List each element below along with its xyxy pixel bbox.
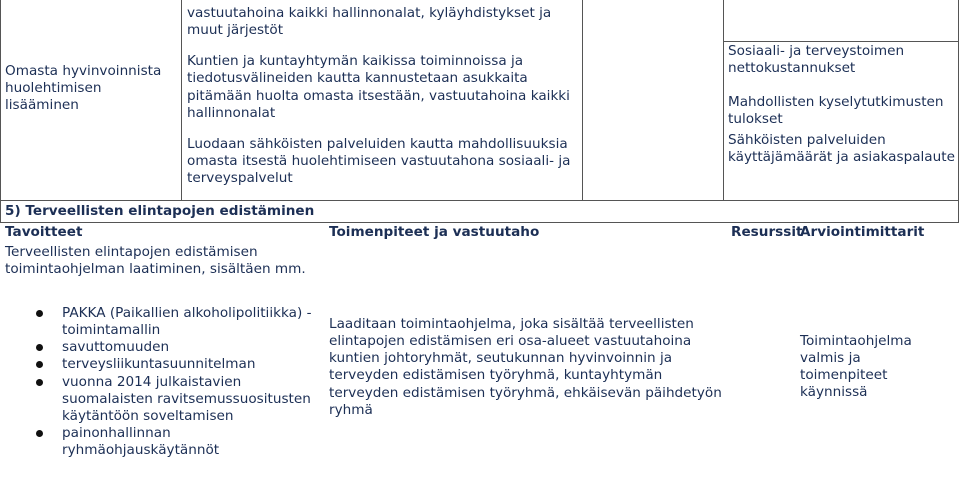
indicators-text: Toimintaohjelma valmis ja toimenpiteet käynnissä [800, 333, 912, 401]
header-indicators: Arviointimittarit [800, 224, 925, 240]
goal-bullet-list [62, 305, 324, 459]
indicator-text-1: Sosiaali- ja terveystoimen nettokustannukset [728, 43, 905, 77]
bullet-icon [36, 430, 43, 437]
table-border [181, 0, 182, 201]
bullet-icon [36, 361, 43, 368]
bullet-icon [36, 344, 43, 351]
goal-intro: Terveellisten elintapojen edistämisen toimintaohjelman laatiminen, sisältäen mm. [5, 244, 306, 278]
goal-text: Omasta hyvinvoinnista huolehtimisen lisääminen [5, 63, 162, 114]
indicator-text-3: Sähköisten palveluiden käyttäjämäärät ja asiakaspalaute [728, 131, 955, 165]
goal-cell [5, 63, 177, 114]
indicator-text-2: Mahdollisten kyselytutkimusten tulokset [728, 94, 944, 128]
table-border [723, 41, 959, 42]
list-item: savuttomuuden [62, 339, 324, 356]
table-border [0, 200, 1, 223]
indicators-cell [728, 43, 956, 166]
table-border [0, 222, 959, 223]
header-resources: Resurssit [731, 224, 803, 240]
table-border [0, 200, 959, 201]
bullet-icon [36, 310, 43, 317]
actions-text: Laaditaan toimintaohjelma, joka sisältää terveellisten elintapojen edistämisen eri osa-alueet vastuutahoina kuntien johtoryhmät, seutukunnan hyvinvoinnin ja terveyden edistämisen työryhmä, kuntayhtymän terveyden edistämisen työryhmä, ehkäisevän päihdetyön ryhmä [329, 316, 722, 418]
table-border [582, 0, 583, 201]
action-text-2: Kuntien ja kuntayhtymän kaikissa toiminnoissa ja tiedotusvälineiden kautta kannustetaan asukkaita pitämään huolta omasta itsestään, vastuutahoina kaikki hallinnonalat [187, 53, 570, 121]
table-border [958, 0, 959, 201]
table-border [723, 0, 724, 201]
list-item: painonhallinnan ryhmäohjauskäytännöt [62, 425, 324, 459]
header-goals: Tavoitteet [5, 224, 83, 240]
header-actions: Toimenpiteet ja vastuutaho [329, 224, 540, 240]
table-border [958, 200, 959, 223]
table-border [0, 0, 1, 201]
list-item: vuonna 2014 julkaistavien suomalaisten ravitsemussuositusten käytäntöön soveltamisen [62, 374, 324, 425]
action-text-1: vastuutahoina kaikki hallinnonalat, kyläyhdistykset ja muut järjestöt [187, 5, 552, 39]
list-item: terveysliikuntasuunnitelman [62, 356, 324, 373]
bullet-icon [36, 379, 43, 386]
list-item: PAKKA (Paikallien alkoholipolitiikka) -toimintamallin [62, 305, 324, 339]
action-text-3: Luodaan sähköisten palveluiden kautta mahdollisuuksia omasta itsestä huolehtimiseen vastuutahona sosiaali- ja terveyspalvelut [187, 135, 571, 186]
section-title: 5) Terveellisten elintapojen edistäminen [5, 203, 315, 219]
actions-cell [187, 5, 579, 187]
